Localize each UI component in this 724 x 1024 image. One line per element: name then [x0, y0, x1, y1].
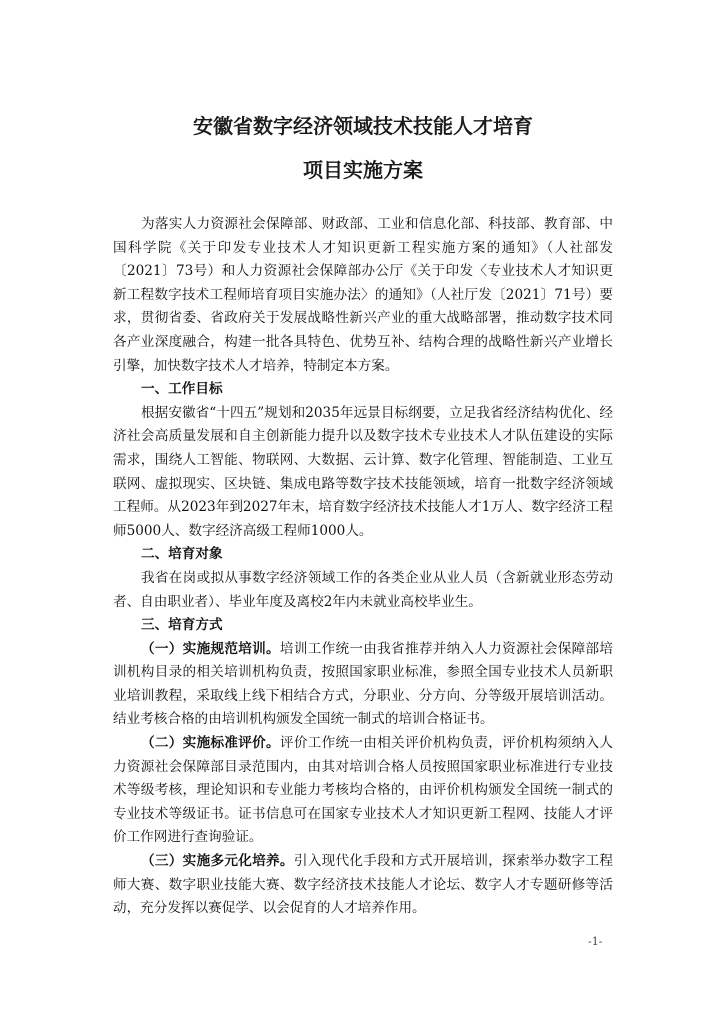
- section-heading-targets: 二、培育对象: [141, 546, 223, 563]
- method-item-training: [113, 638, 613, 732]
- section-heading-goals: 一、工作目标: [141, 381, 223, 398]
- method-item-evaluation-label: （二）实施标准评价。: [141, 735, 280, 752]
- intro-paragraph: 为落实人力资源社会保障部、财政部、工业和信息化部、科技部、教育部、中国科学院《关于印发专业技术人才知识更新工程实施方案的通知》（人社部发〔2021〕73号）和人力资源社会保障部办公厅《关于印发〈专业技术人才知识更新工程数字技术工程师培育项目实施办法〉的通知》（人社厅发〔2021〕71号）要求，贯彻省委、省政府关于发展战略性新兴产业的重大战略部署，推动数字技术同各产业深度融合，构建一批各具特色、优势互补、结构合理的战略性新兴产业增长引擎，加快数字技术人才培养，特制定本方案。: [113, 216, 613, 374]
- method-item-diversified-text: 引入现代化手段和方式开展培训，探索举办数字工程师大赛、数字职业技能大赛、数字经济技术技能人才论坛、数字人才专题研修等活动，充分发挥以赛促学、以会促育的人才培养作用。: [113, 853, 614, 917]
- method-item-evaluation-text: 评价工作统一由相关评价机构负责，评价机构须纳入人力资源社会保障部目录范围内，由其对培训合格人员按照国家职业标准进行专业技术等级考核，理论知识和专业能力考核均合格的，由评价机构颁发全国统一制式的专业技术等级证书。证书信息可在国家专业技术人才知识更新工程网、技能人才评价工作网进行查询验证。: [113, 735, 614, 846]
- method-item-diversified: [113, 850, 613, 921]
- section-text-goals: 根据安徽省“十四五”规划和2035年远景目标纲要，立足我省经济结构优化、经济社会高质量发展和自主创新能力提升以及数字技术专业技术人才队伍建设的实际需求，围绕人工智能、物联网、大数据、云计算、数字化管理、智能制造、工业互联网、虚拟现实、区块链、集成电路等数字技术技能领域，培育一批数字经济领域工程师。从2023年到2027年末，培育数字经济技术技能人才1万人、数字经济工程师5000人、数字经济高级工程师1000人。: [113, 404, 613, 539]
- method-item-training-text: 培训工作统一由我省推荐并纳入人力资源社会保障部培训机构目录的相关培训机构负责，按照国家职业标准，参照全国专业技术人员新职业培训教程，采取线上线下相结合方式，分职业、分方向、分等级开展培训活动。结业考核合格的由培训机构颁发全国统一制式的培训合格证书。: [113, 640, 614, 728]
- section-text-targets: 我省在岗或拟从事数字经济领域工作的各类企业从业人员（含新就业形态劳动者、自由职业者）、毕业年度及离校2年内未就业高校毕业生。: [113, 569, 613, 610]
- method-item-evaluation: [113, 732, 613, 850]
- document-title-line-1: 安徽省数字经济领域技术技能人才培育: [193, 114, 533, 138]
- document-title-line-2: 项目实施方案: [303, 158, 423, 182]
- document-body: [113, 213, 613, 921]
- method-item-diversified-label: （三）实施多元化培养。: [141, 853, 294, 870]
- page-number: -1-: [588, 935, 603, 948]
- method-item-training-label: （一）实施规范培训。: [141, 640, 280, 657]
- section-heading-methods: 三、培育方式: [141, 617, 223, 634]
